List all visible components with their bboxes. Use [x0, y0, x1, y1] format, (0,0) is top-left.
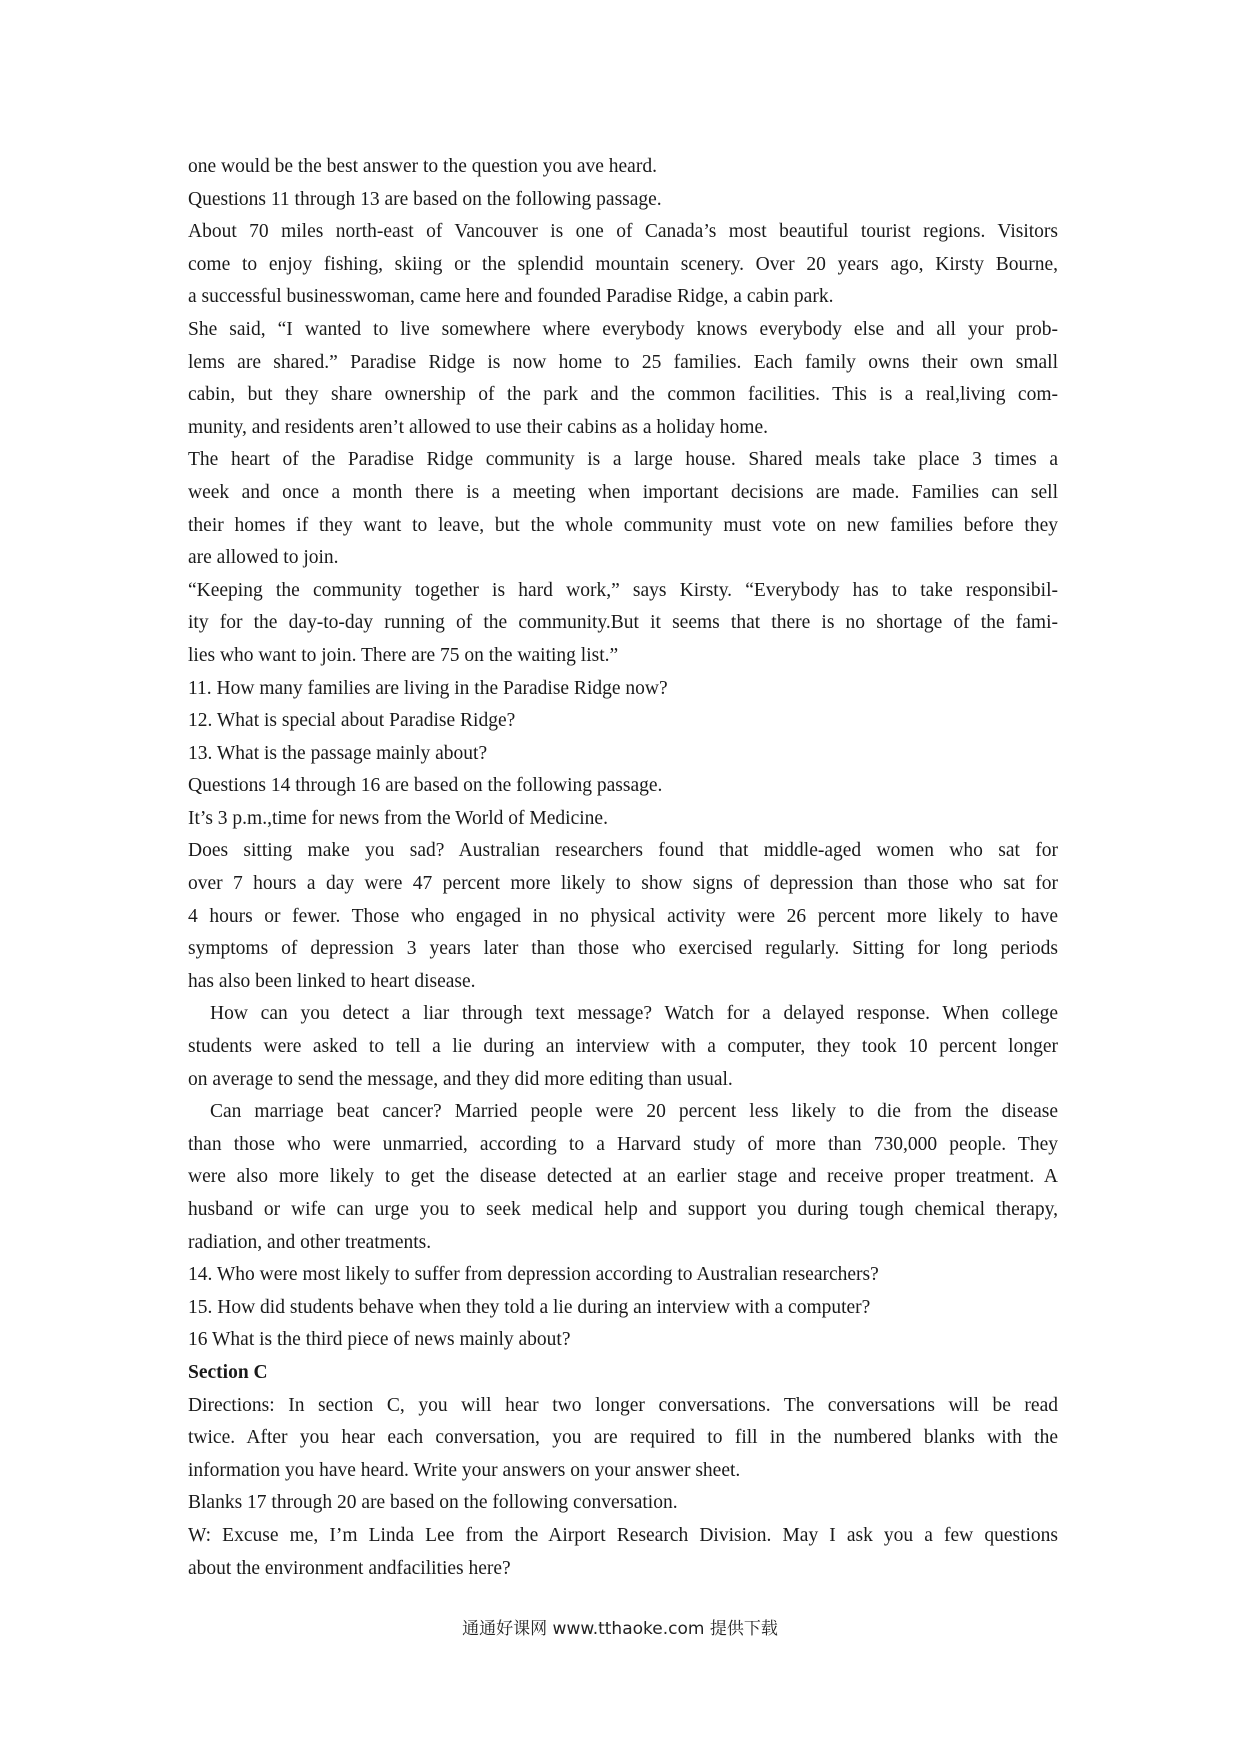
text-line: lies who want to join. There are 75 on the waiting list.”	[188, 644, 619, 666]
text-line: one would be the best answer to the question you ave heard.	[188, 156, 657, 177]
section-heading: Section C	[188, 1361, 268, 1383]
text-line: munity, and residents aren’t allowed to use their cabins as a holiday home.	[188, 416, 768, 438]
text-line: Can marriage beat cancer? Married people were 20 percent less likely to die from the disease	[210, 1101, 1058, 1123]
text-line: are allowed to join.	[188, 547, 339, 569]
text-line: husband or wife can urge you to seek medical help and support you during tough chemical therapy,	[188, 1199, 1058, 1220]
text-line: 16 What is the third piece of news mainly about?	[188, 1329, 571, 1351]
text-line: symptoms of depression 3 years later than those who exercised regularly. Sitting for long periods	[188, 938, 1058, 960]
text-line: “Keeping the community together is hard work,” says Kirsty. “Everybody has to take responsibil-	[188, 579, 1058, 601]
text-line: a successful businesswoman, came here and founded Paradise Ridge, a cabin park.	[188, 286, 834, 308]
text-line: week and once a month there is a meeting when important decisions are made. Families can sell	[188, 481, 1058, 503]
text-line: The heart of the Paradise Ridge community is a large house. Shared meals take place 3 times a	[188, 449, 1058, 471]
text-line: information you have heard. Write your answers on your answer sheet.	[188, 1459, 741, 1481]
text-line: cabin, but they share ownership of the park and the common facilities. This is a real,living com-	[188, 384, 1058, 406]
text-line: were also more likely to get the disease detected at an earlier stage and receive proper treatment. A	[188, 1166, 1058, 1188]
text-line: about the environment andfacilities here?	[188, 1557, 511, 1579]
text-line: Questions 11 through 13 are based on the following passage.	[188, 188, 662, 210]
text-line: come to enjoy fishing, skiing or the splendid mountain scenery. Over 20 years ago, Kirsty Bourne,	[188, 253, 1058, 275]
text-line: Blanks 17 through 20 are based on the following conversation.	[188, 1492, 678, 1514]
text-line: lems are shared.” Paradise Ridge is now home to 25 families. Each family owns their own small	[188, 351, 1058, 373]
text-line: ity for the day-to-day running of the community.But it seems that there is no shortage of the fami-	[188, 612, 1058, 634]
text-line: 12. What is special about Paradise Ridge?	[188, 710, 516, 732]
text-line: Does sitting make you sad? Australian researchers found that middle-aged women who sat for	[188, 840, 1058, 862]
text-line: twice. After you hear each conversation, you are required to fill in the numbered blanks with the	[188, 1427, 1058, 1449]
page-footer: 通通好课网 www.tthaoke.com 提供下载	[462, 1619, 778, 1639]
text-line: It’s 3 p.m.,time for news from the World of Medicine.	[188, 807, 608, 829]
text-line: She said, “I wanted to live somewhere where everybody knows everybody else and all your prob-	[188, 318, 1058, 340]
text-line: than those who were unmarried, according to a Harvard study of more than 730,000 people. They	[188, 1133, 1058, 1155]
text-line: has also been linked to heart disease.	[188, 970, 476, 992]
text-line: 13. What is the passage mainly about?	[188, 742, 488, 764]
text-line: About 70 miles north-east of Vancouver is one of Canada’s most beautiful tourist regions. Visitors	[188, 221, 1058, 243]
text-line: radiation, and other treatments.	[188, 1231, 432, 1253]
document-body	[188, 151, 1058, 1585]
text-line: 11. How many families are living in the Paradise Ridge now?	[188, 677, 668, 699]
text-line: W: Excuse me, I’m Linda Lee from the Airport Research Division. May I ask you a few questions	[188, 1524, 1058, 1546]
text-line: 4 hours or fewer. Those who engaged in no physical activity were 26 percent more likely to have	[188, 905, 1058, 927]
text-line: Directions: In section C, you will hear two longer conversations. The conversations will be read	[188, 1394, 1058, 1416]
text-line: 15. How did students behave when they told a lie during an interview with a computer?	[188, 1296, 871, 1318]
text-line: Questions 14 through 16 are based on the following passage.	[188, 775, 663, 797]
text-line: their homes if they want to leave, but the whole community must vote on new families before they	[188, 514, 1058, 536]
text-line: on average to send the message, and they did more editing than usual.	[188, 1068, 733, 1090]
text-line: How can you detect a liar through text message? Watch for a delayed response. When college	[210, 1003, 1058, 1025]
text-line: 14. Who were most likely to suffer from depression according to Australian researchers?	[188, 1264, 879, 1286]
text-line: students were asked to tell a lie during an interview with a computer, they took 10 percent longer	[188, 1036, 1058, 1058]
text-line: over 7 hours a day were 47 percent more likely to show signs of depression than those who sat for	[188, 873, 1058, 895]
